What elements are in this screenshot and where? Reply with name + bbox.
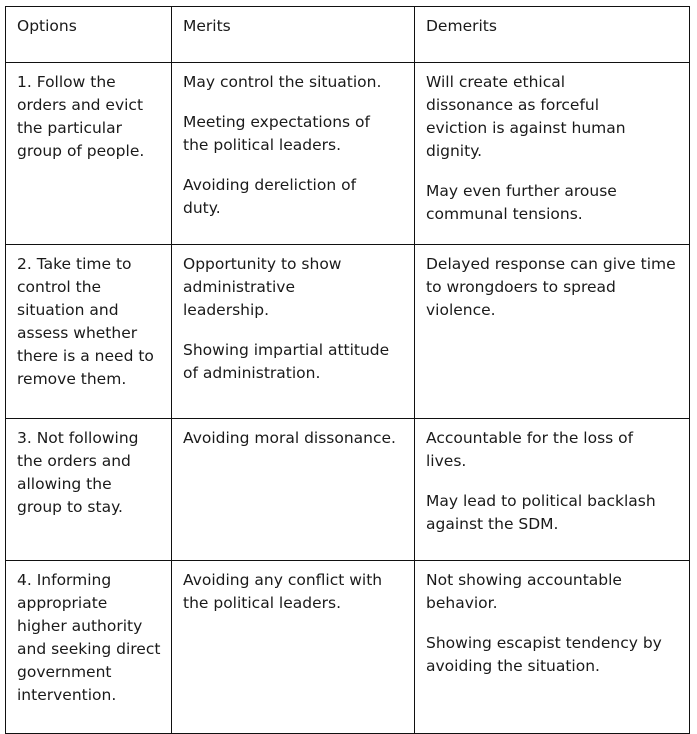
demerit-text: Will create ethical dissonance as forceful eviction is against human dignity. <box>426 73 626 160</box>
option-cell <box>6 419 172 561</box>
table-row <box>6 245 690 419</box>
table-row <box>6 419 690 561</box>
option-text: 4. Informing appropriate higher authority and seeking direct government intervention. <box>17 571 161 704</box>
demerits-cell <box>415 63 690 245</box>
table-row <box>6 561 690 734</box>
demerit-text: Not showing accountable behavior. <box>426 571 622 612</box>
option-text: 3. Not following the orders and allowing the group to stay. <box>17 429 139 516</box>
option-cell <box>6 63 172 245</box>
option-cell <box>6 561 172 734</box>
demerit-text: May even further arouse communal tensions. <box>426 182 617 223</box>
header-demerits: Demerits <box>415 7 690 63</box>
demerit-text: Delayed response can give time to wrongdoers to spread violence. <box>426 255 676 319</box>
option-text: 1. Follow the orders and evict the particular group of people. <box>17 73 145 160</box>
demerit-text: Showing escapist tendency by avoiding the situation. <box>426 634 662 675</box>
option-cell <box>6 245 172 419</box>
merit-text: Avoiding dereliction of duty. <box>183 176 357 217</box>
demerits-cell <box>415 561 690 734</box>
merits-cell <box>172 63 415 245</box>
table-row <box>6 63 690 245</box>
merit-text: Meeting expectations of the political leaders. <box>183 113 370 154</box>
demerit-text: May lead to political backlash against the SDM. <box>426 492 656 533</box>
header-options: Options <box>6 7 172 63</box>
option-text: 2. Take time to control the situation and assess whether there is a need to remove them. <box>17 255 154 388</box>
merits-cell <box>172 561 415 734</box>
table-header-row <box>6 7 690 63</box>
merit-text: Avoiding any conflict with the political leaders. <box>183 571 383 612</box>
demerits-cell <box>415 419 690 561</box>
merits-cell <box>172 245 415 419</box>
header-merits: Merits <box>172 7 415 63</box>
demerits-cell <box>415 245 690 419</box>
merit-text: May control the situation. <box>183 73 382 91</box>
merits-cell <box>172 419 415 561</box>
demerit-text: Accountable for the loss of lives. <box>426 429 634 470</box>
merit-text: Opportunity to show administrative leadership. <box>183 255 342 319</box>
options-comparison-table <box>5 6 690 734</box>
merit-text: Avoiding moral dissonance. <box>183 429 396 447</box>
merit-text: Showing impartial attitude of administration. <box>183 341 390 382</box>
